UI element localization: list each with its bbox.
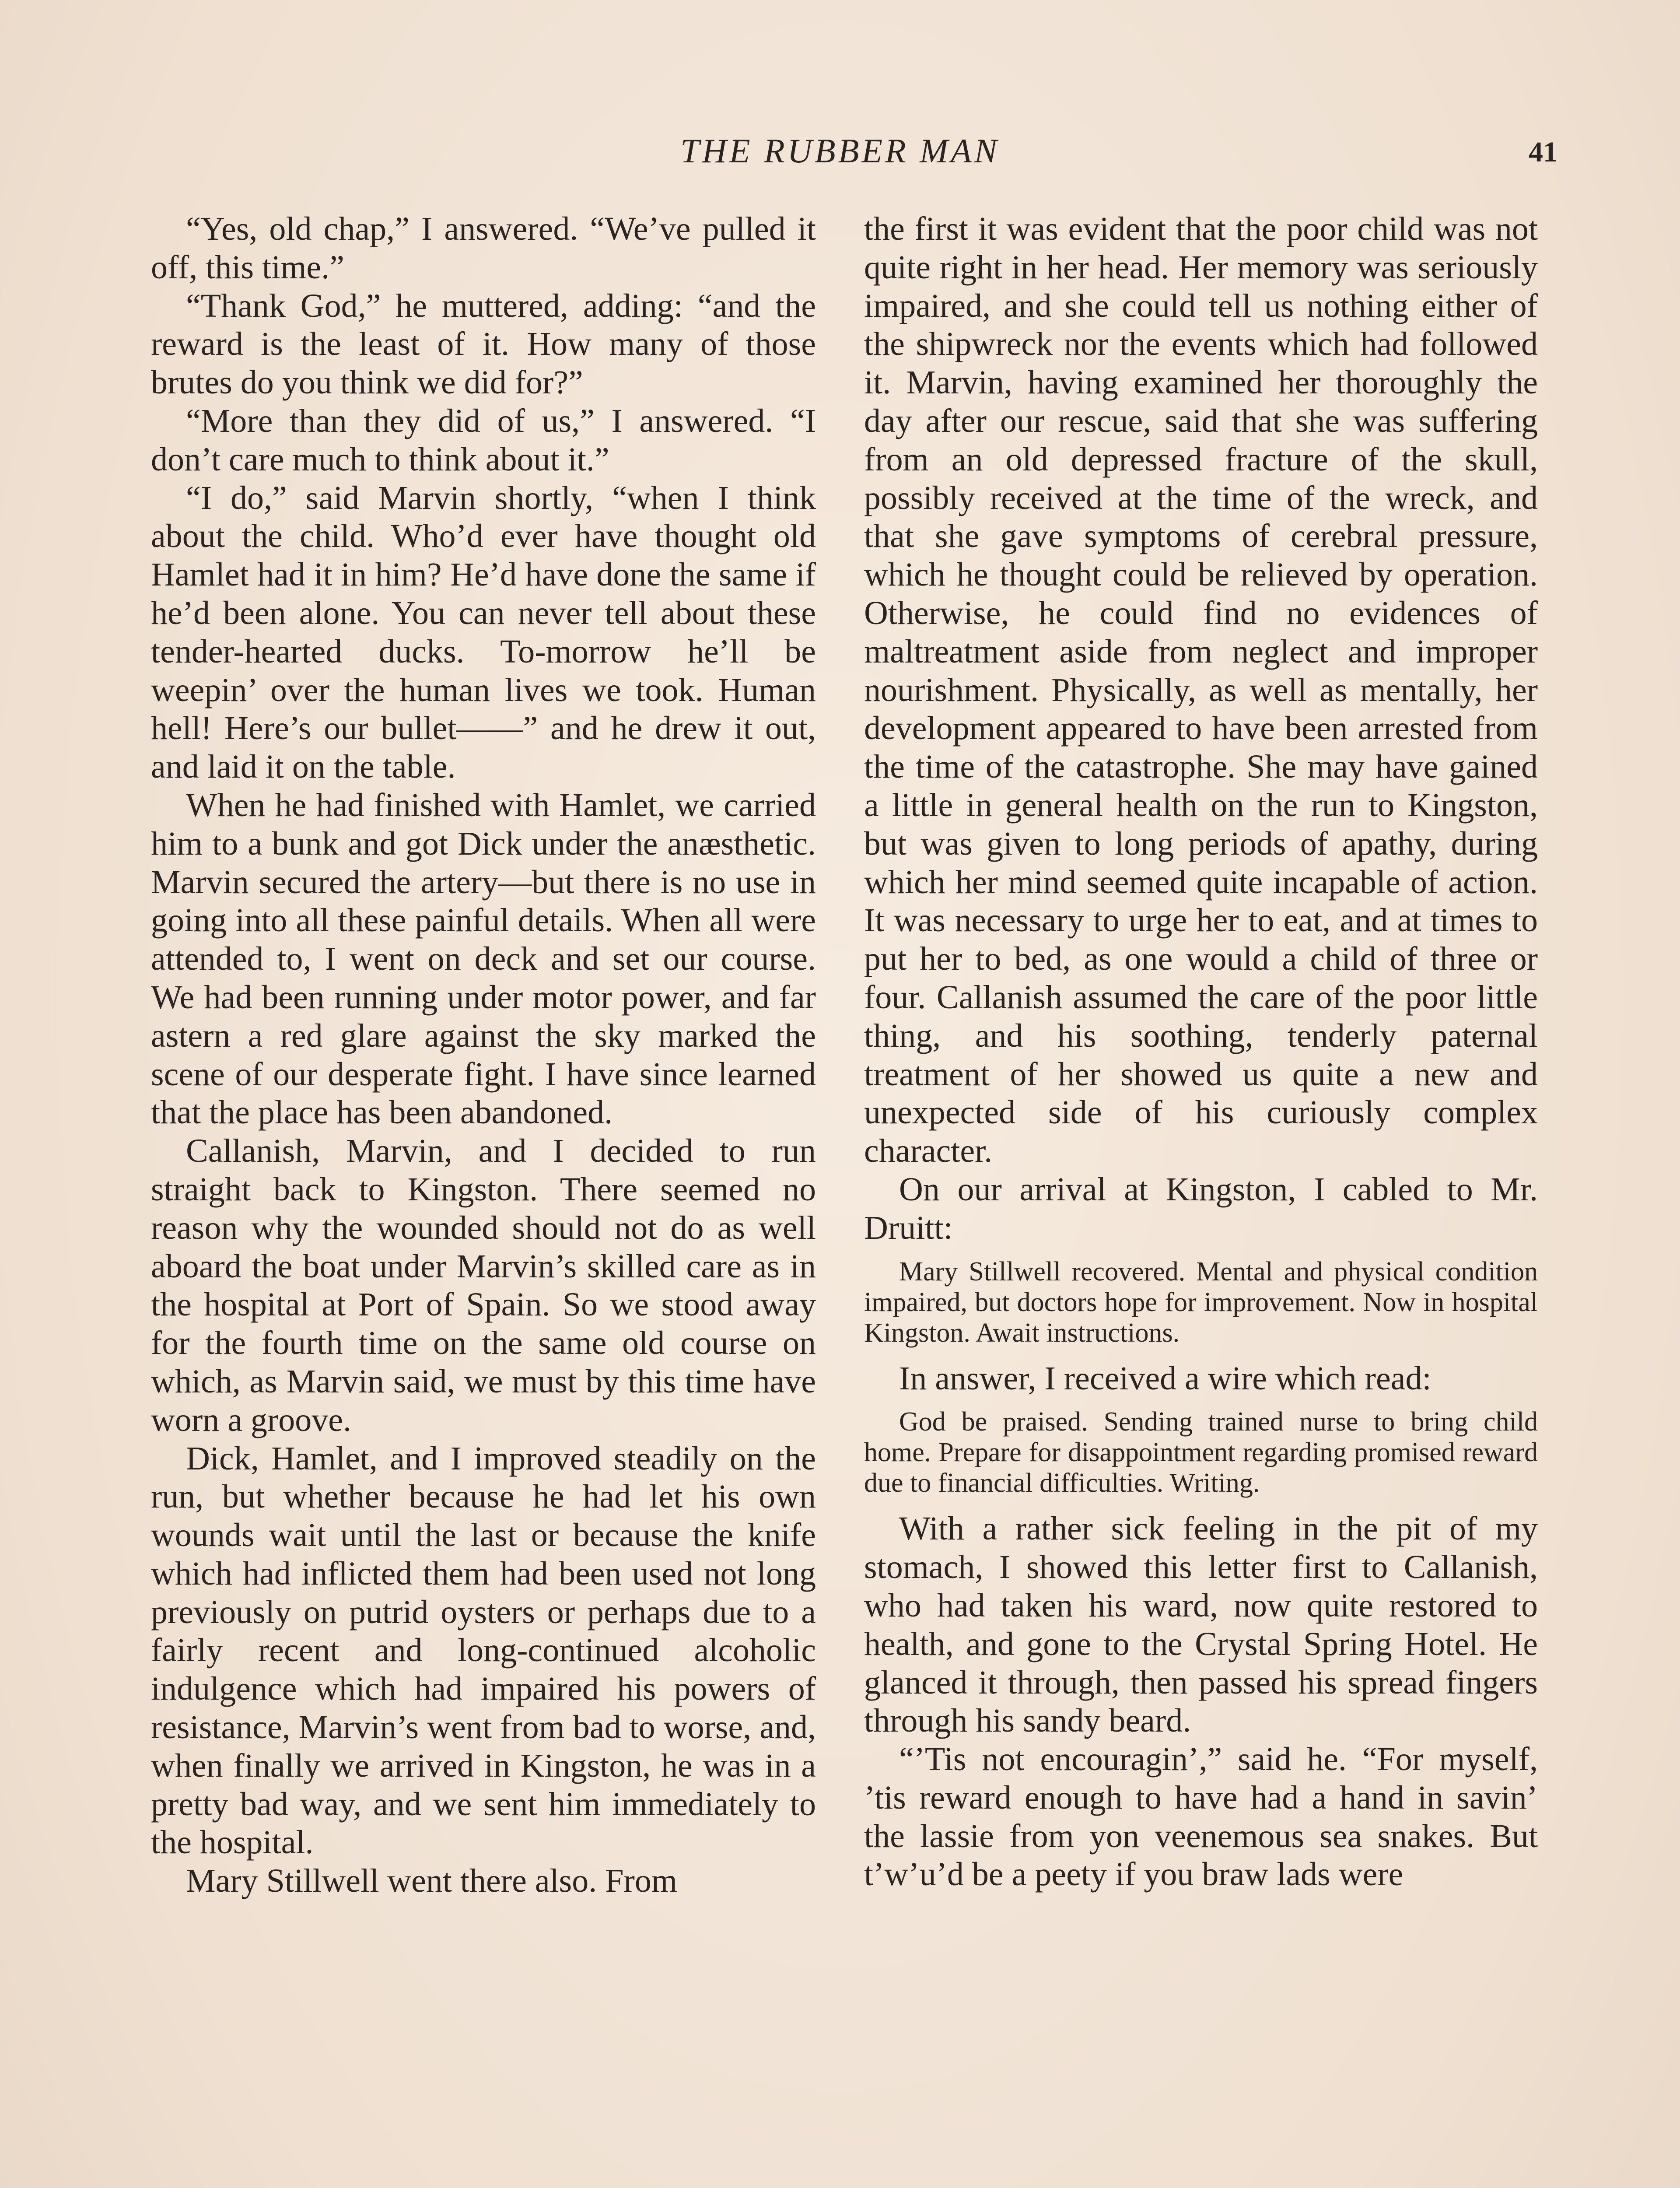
running-head: [0, 131, 1680, 179]
paragraph: “Thank God,” he muttered, adding: “and the reward is the least of it. How many of those brutes do you think we did for?”: [151, 287, 816, 401]
paragraph: “I do,” said Marvin shortly, “when I think about the child. Who’d ever have thought old Hamlet had it in him? He’d have done the same if he’d been alone. You can never tell about these tender-hearted ducks. To-morrow he’ll be weepin’ over the human lives we took. Human hell! Here’s our bullet——” and he drew it out, and laid it on the table.: [151, 479, 816, 785]
paragraph: “’Tis not encouragin’,” said he. “For myself, ’tis reward enough to have had a hand in savin’ the lassie from yon veenemous sea snakes. But t’w’u’d be a peety if you braw lads were: [864, 1741, 1538, 1893]
paragraph: With a rather sick feeling in the pit of my stomach, I showed this letter first to Callanish, who had taken his ward, now quite restored to health, and gone to the Crystal Spring Hotel. He glanced it through, then passed his spread fingers through his sandy beard.: [864, 1510, 1538, 1739]
paragraph: the first it was evident that the poor child was not quite right in her head. Her memory was seriously impaired, and she could tell us nothing either of the shipwreck nor the events which had followed it. Marvin, having examined her thoroughly the day after our rescue, said that she was suffering from an old depressed fracture of the skull, possibly received at the time of the wreck, and that she gave symptoms of cerebral pressure, which he thought could be relieved by operation. Otherwise, he could find no evidences of maltreatment aside from neglect and improper nourishment. Physically, as well as mentally, her development appeared to have been arrested from the time of the catastrophe. She may have gained a little in general health on the run to Kingston, but was given to long periods of apathy, during which her mind seemed quite incapable of action. It was necessary to urge her to eat, and at times to put her to bed, as one would a child of three or four. Callanish assumed the care of the poor little thing, and his soothing, tenderly paternal treatment of her showed us quite a new and unexpected side of his curiously complex character.: [864, 210, 1538, 1170]
paragraph: When he had finished with Hamlet, we carried him to a bunk and got Dick under the anæsthetic. Marvin secured the artery—but there is no use in going into all these painful details. When all were attended to, I went on deck and set our course. We had been running under motor power, and far astern a red glare against the sky marked the scene of our desperate fight. I have since learned that the place has been abandoned.: [151, 786, 816, 1131]
paragraph: On our arrival at Kingston, I cabled to Mr. Druitt:: [864, 1171, 1538, 1246]
page-number: 41: [1529, 136, 1558, 168]
paragraph: In answer, I received a wire which read:: [899, 1360, 1432, 1397]
paragraph: Callanish, Marvin, and I decided to run straight back to Kingston. There seemed no reason why the wounded should not do as well aboard the boat under Marvin’s skilled care as in the hospital at Port of Spain. So we stood away for the fourth time on the same old course on which, as Marvin said, we must by this time have worn a groove.: [151, 1133, 816, 1438]
paragraph: “More than they did of us,” I answered. “I don’t care much to think about it.”: [151, 402, 816, 478]
left-column: [151, 210, 816, 1900]
running-title: THE RUBBER MAN: [680, 132, 1000, 170]
paragraph: “Yes, old chap,” I answered. “We’ve pulled it off, this time.”: [151, 210, 816, 286]
telegram-text: God be praised. Sending trained nurse to bring child home. Prepare for disappointment regarding promised reward due to financial difficulties. Writing.: [864, 1407, 1538, 1498]
paragraph: Dick, Hamlet, and I improved steadily on the run, but whether because he had let his own wounds wait until the last or because the knife which had inflicted them had been used not long previously on putrid oysters or perhaps due to a fairly recent and long-continued alcoholic indulgence which had impaired his powers of resistance, Marvin’s went from bad to worse, and, when finally we arrived in Kingston, he was in a pretty bad way, and we sent him immediately to the hospital.: [151, 1440, 816, 1861]
telegram-text: Mary Stillwell recovered. Mental and physical condition impaired, but doctors hope for improvement. Now in hospital Kingston. Await instructions.: [864, 1256, 1538, 1348]
right-column: [864, 210, 1538, 1894]
paragraph: Mary Stillwell went there also. From: [186, 1862, 677, 1900]
